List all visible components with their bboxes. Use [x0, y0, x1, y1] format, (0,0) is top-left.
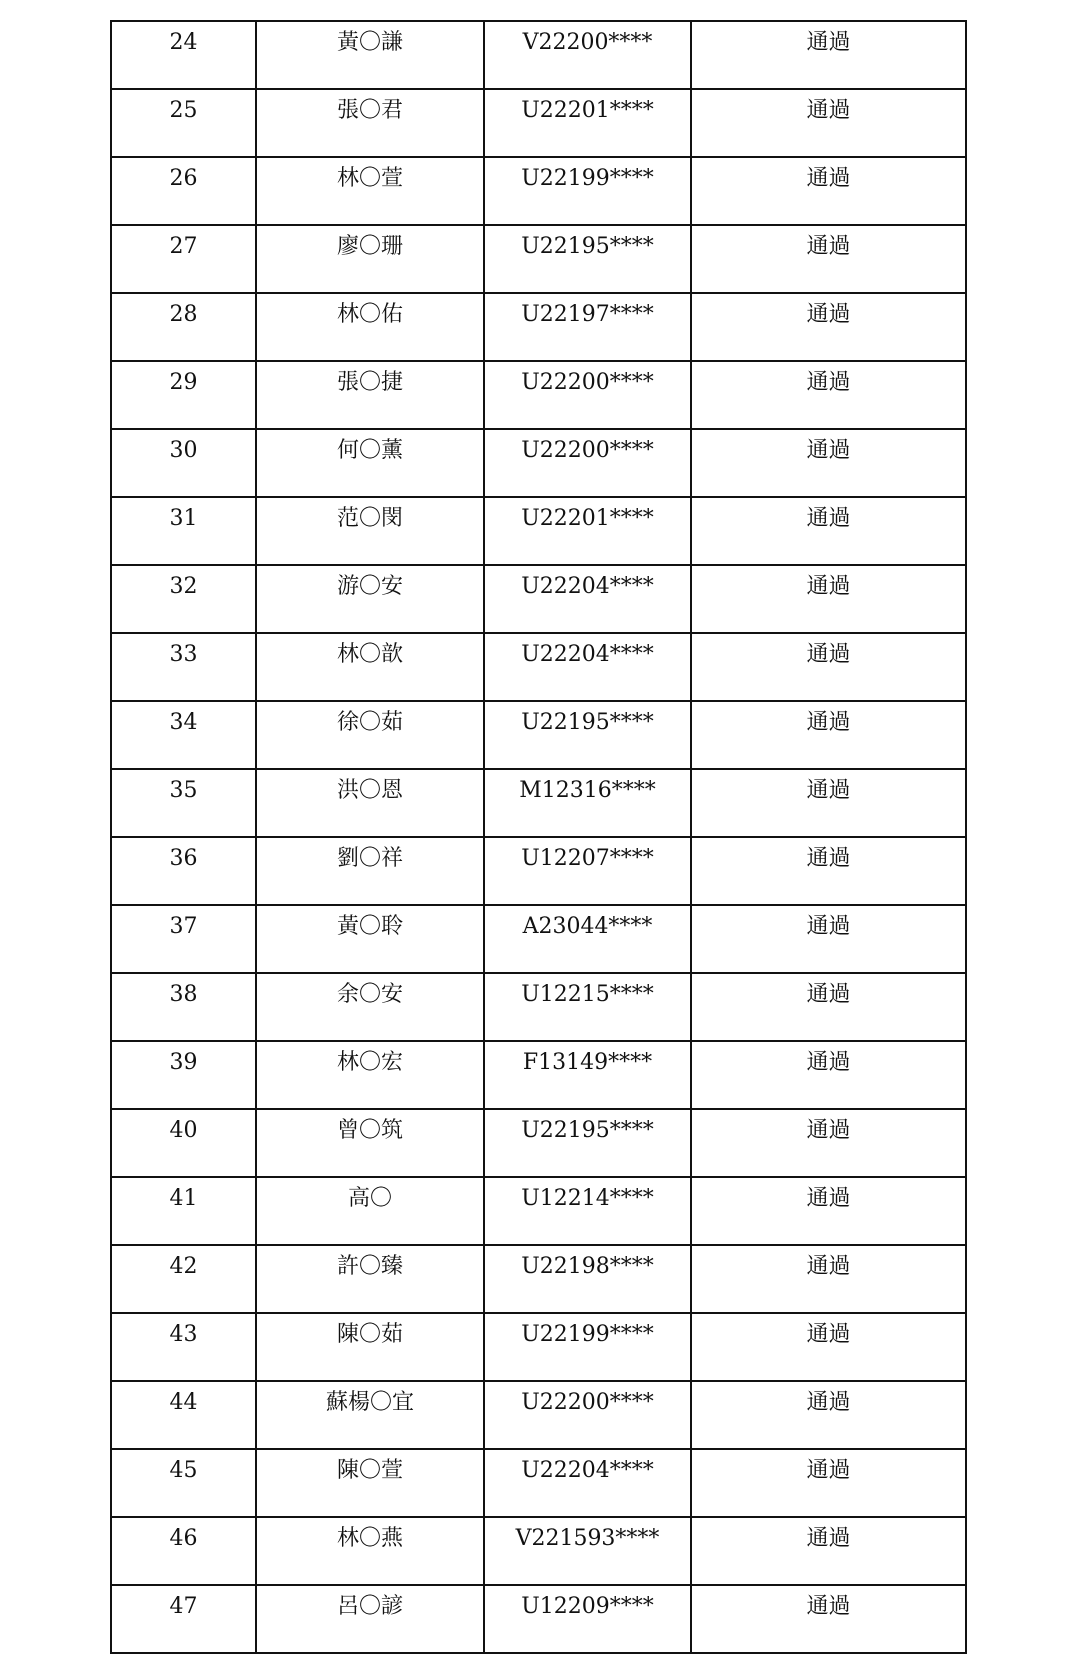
cell-number: 24 — [111, 21, 256, 89]
cell-number: 31 — [111, 497, 256, 565]
cell-id: V221593**** — [484, 1517, 691, 1585]
table-row — [111, 225, 966, 293]
table-row — [111, 21, 966, 89]
cell-name: 林〇佑 — [256, 293, 484, 361]
cell-id: U22195**** — [484, 225, 691, 293]
cell-status: 通過 — [691, 1245, 966, 1313]
cell-status: 通過 — [691, 157, 966, 225]
cell-name: 張〇君 — [256, 89, 484, 157]
table-row — [111, 157, 966, 225]
cell-id: U22200**** — [484, 1381, 691, 1449]
cell-id: U22200**** — [484, 361, 691, 429]
cell-id: U22201**** — [484, 89, 691, 157]
cell-id: A23044**** — [484, 905, 691, 973]
cell-status: 通過 — [691, 1449, 966, 1517]
cell-name: 廖〇珊 — [256, 225, 484, 293]
table-row — [111, 769, 966, 837]
cell-status: 通過 — [691, 701, 966, 769]
cell-status: 通過 — [691, 1585, 966, 1653]
cell-id: F13149**** — [484, 1041, 691, 1109]
cell-status: 通過 — [691, 21, 966, 89]
cell-number: 34 — [111, 701, 256, 769]
cell-number: 28 — [111, 293, 256, 361]
cell-name: 黃〇聆 — [256, 905, 484, 973]
table-row — [111, 497, 966, 565]
cell-name: 何〇薰 — [256, 429, 484, 497]
cell-name: 林〇萱 — [256, 157, 484, 225]
cell-status: 通過 — [691, 837, 966, 905]
table-row — [111, 1245, 966, 1313]
cell-number: 29 — [111, 361, 256, 429]
cell-name: 林〇宏 — [256, 1041, 484, 1109]
cell-id: V22200**** — [484, 21, 691, 89]
cell-number: 42 — [111, 1245, 256, 1313]
cell-name: 林〇歆 — [256, 633, 484, 701]
cell-id: U12207**** — [484, 837, 691, 905]
cell-status: 通過 — [691, 973, 966, 1041]
cell-status: 通過 — [691, 633, 966, 701]
cell-id: U22201**** — [484, 497, 691, 565]
cell-status: 通過 — [691, 769, 966, 837]
cell-status: 通過 — [691, 497, 966, 565]
cell-status: 通過 — [691, 905, 966, 973]
table-row — [111, 565, 966, 633]
cell-name: 洪〇恩 — [256, 769, 484, 837]
cell-id: U22197**** — [484, 293, 691, 361]
table-row — [111, 361, 966, 429]
cell-name: 游〇安 — [256, 565, 484, 633]
cell-id: U22200**** — [484, 429, 691, 497]
cell-id: U12209**** — [484, 1585, 691, 1653]
cell-name: 陳〇萱 — [256, 1449, 484, 1517]
cell-number: 35 — [111, 769, 256, 837]
cell-status: 通過 — [691, 1177, 966, 1245]
cell-number: 38 — [111, 973, 256, 1041]
cell-name: 陳〇茹 — [256, 1313, 484, 1381]
table-row — [111, 1517, 966, 1585]
cell-id: U12215**** — [484, 973, 691, 1041]
cell-id: U22199**** — [484, 157, 691, 225]
cell-id: U22195**** — [484, 701, 691, 769]
cell-status: 通過 — [691, 1109, 966, 1177]
cell-name: 余〇安 — [256, 973, 484, 1041]
roster-table — [110, 20, 967, 1654]
cell-id: U12214**** — [484, 1177, 691, 1245]
table-row — [111, 1585, 966, 1653]
cell-status: 通過 — [691, 293, 966, 361]
cell-status: 通過 — [691, 1381, 966, 1449]
cell-name: 范〇閔 — [256, 497, 484, 565]
table-row — [111, 429, 966, 497]
cell-id: U22199**** — [484, 1313, 691, 1381]
cell-name: 劉〇祥 — [256, 837, 484, 905]
cell-name: 高〇 — [256, 1177, 484, 1245]
table-row — [111, 1449, 966, 1517]
cell-number: 37 — [111, 905, 256, 973]
table-row — [111, 1313, 966, 1381]
cell-number: 32 — [111, 565, 256, 633]
table-row — [111, 633, 966, 701]
cell-name: 林〇燕 — [256, 1517, 484, 1585]
table-row — [111, 1381, 966, 1449]
cell-number: 40 — [111, 1109, 256, 1177]
cell-number: 47 — [111, 1585, 256, 1653]
table-row — [111, 701, 966, 769]
table-row — [111, 1177, 966, 1245]
roster-table-body — [111, 21, 966, 1653]
cell-status: 通過 — [691, 225, 966, 293]
cell-name: 蘇楊〇宜 — [256, 1381, 484, 1449]
cell-id: U22198**** — [484, 1245, 691, 1313]
cell-id: U22204**** — [484, 633, 691, 701]
cell-status: 通過 — [691, 89, 966, 157]
cell-number: 33 — [111, 633, 256, 701]
cell-status: 通過 — [691, 565, 966, 633]
table-row — [111, 1109, 966, 1177]
cell-name: 徐〇茹 — [256, 701, 484, 769]
table-row — [111, 837, 966, 905]
cell-number: 39 — [111, 1041, 256, 1109]
cell-status: 通過 — [691, 429, 966, 497]
table-row — [111, 89, 966, 157]
cell-number: 26 — [111, 157, 256, 225]
cell-number: 30 — [111, 429, 256, 497]
cell-name: 黃〇謙 — [256, 21, 484, 89]
cell-status: 通過 — [691, 361, 966, 429]
cell-name: 曾〇筑 — [256, 1109, 484, 1177]
cell-number: 46 — [111, 1517, 256, 1585]
cell-id: U22204**** — [484, 565, 691, 633]
cell-number: 27 — [111, 225, 256, 293]
cell-number: 45 — [111, 1449, 256, 1517]
cell-id: M12316**** — [484, 769, 691, 837]
cell-number: 25 — [111, 89, 256, 157]
cell-id: U22204**** — [484, 1449, 691, 1517]
cell-name: 呂〇諺 — [256, 1585, 484, 1653]
cell-name: 張〇捷 — [256, 361, 484, 429]
cell-number: 44 — [111, 1381, 256, 1449]
table-row — [111, 905, 966, 973]
table-row — [111, 293, 966, 361]
cell-number: 43 — [111, 1313, 256, 1381]
cell-name: 許〇臻 — [256, 1245, 484, 1313]
table-row — [111, 973, 966, 1041]
cell-status: 通過 — [691, 1313, 966, 1381]
table-row — [111, 1041, 966, 1109]
cell-number: 41 — [111, 1177, 256, 1245]
cell-id: U22195**** — [484, 1109, 691, 1177]
cell-status: 通過 — [691, 1517, 966, 1585]
cell-status: 通過 — [691, 1041, 966, 1109]
cell-number: 36 — [111, 837, 256, 905]
